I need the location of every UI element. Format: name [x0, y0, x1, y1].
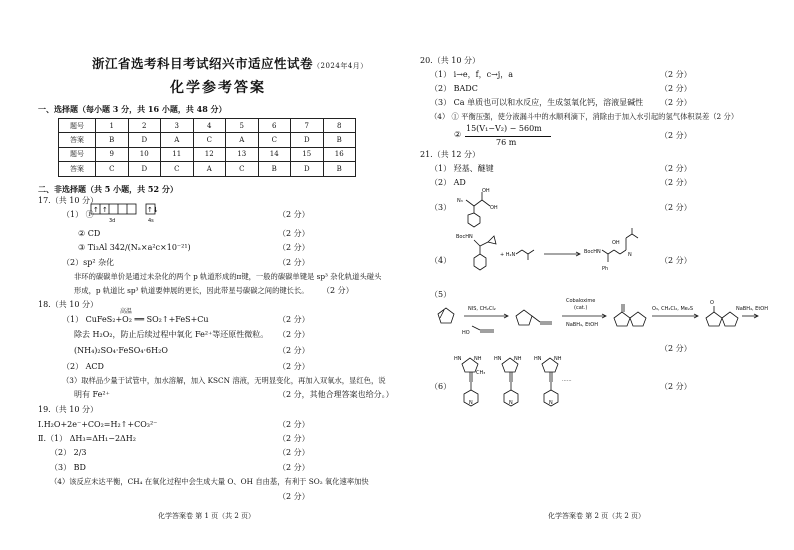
answer-table-row	[59, 119, 356, 133]
svg-text:······: ······	[562, 378, 572, 384]
p5-reagent-3: O₃, CH₂Cl₂, Me₂S	[652, 306, 694, 312]
svg-text:N: N	[469, 400, 473, 406]
q18-p3-score: （2 分，其他合理答案也给分。）	[278, 390, 394, 399]
answer-table-cell: 15	[291, 147, 324, 161]
answer-table-cell: 4	[193, 119, 226, 133]
paper-date: （2024年4月）	[313, 62, 368, 70]
svg-text:↑: ↑	[93, 206, 99, 214]
answer-table-cell: 6	[258, 119, 291, 133]
answer-table-cell: C	[258, 133, 291, 147]
q20-p3: （3） Ca 单质也可以和水反应，生成氢氧化钙，溶液显碱性	[430, 98, 644, 107]
answer-table-row-header: 答案	[59, 133, 96, 147]
answer-table-row-header: 题号	[59, 147, 96, 161]
answer-table-cell: 8	[323, 119, 356, 133]
p5-reagent-2: Cobaloxime	[566, 298, 596, 304]
answer-table-cell: A	[226, 133, 259, 147]
answer-table-cell: D	[291, 133, 324, 147]
answer-table-cell: D	[128, 162, 161, 176]
answer-table-cell: 9	[96, 147, 129, 161]
fraction-bar	[465, 136, 551, 137]
q17-p1b-score: （2 分）	[278, 229, 310, 238]
answer-table-cell: C	[193, 133, 226, 147]
q19-p3-score: （2 分）	[278, 463, 310, 472]
answer-key-title: 化学参考答案	[170, 80, 266, 96]
orbital-4s-label: 4s	[148, 218, 154, 224]
answer-table-cell: A	[161, 133, 194, 147]
q20-p4b-denominator: 76 m	[496, 138, 517, 147]
q18-p1-text-score: （2 分）	[278, 330, 310, 339]
q20-p2: （2） BADC	[430, 84, 478, 93]
q19-p1-score: （2 分）	[278, 434, 310, 443]
q21-p6-score: （2 分）	[660, 382, 692, 391]
svg-text:BocHN: BocHN	[456, 234, 473, 240]
svg-text:NH: NH	[554, 356, 562, 362]
q18-p1-formula: (NH₄)₂SO₄·FeSO₄·6H₂O	[74, 346, 168, 355]
svg-text:NH: NH	[514, 356, 522, 362]
q21-p3-label: （3）	[430, 203, 452, 212]
paper-title-text: 浙江省选考科目考试绍兴市适应性试卷	[92, 56, 314, 71]
svg-text:↑↓: ↑↓	[147, 206, 159, 214]
q21-p3-structure	[452, 186, 512, 230]
q21-p4-reaction	[452, 226, 652, 282]
q21-p3-score: （2 分）	[660, 203, 692, 212]
q18-p3-text2: 明有 Fe²⁺	[74, 390, 110, 399]
q21-heading: 21.（共 12 分）	[420, 150, 480, 159]
answer-table	[58, 118, 356, 177]
answer-table-cell: 14	[258, 147, 291, 161]
q20-p4b-label: ②	[454, 130, 462, 139]
answer-table-cell: B	[323, 133, 356, 147]
q21-p4-score: （2 分）	[660, 256, 692, 265]
section1-heading: 一、选择题（每小题 3 分，共 16 小题，共 48 分）	[38, 104, 227, 114]
q17-p2-score: （2 分）	[278, 258, 310, 267]
q17-p1-score: （2 分）	[278, 210, 310, 219]
answer-table-cell: 16	[323, 147, 356, 161]
q18-p1-formula-score: （2 分）	[278, 346, 310, 355]
svg-text:OH: OH	[482, 188, 490, 194]
footer-right: 化学答案卷 第 2 页（共 2 页）	[548, 512, 646, 520]
svg-text:HO: HO	[462, 330, 470, 336]
answer-table-cell: 3	[161, 119, 194, 133]
q19-p0-score: （2 分）	[278, 420, 310, 429]
q20-p1-score: （2 分）	[660, 70, 692, 79]
answer-table-cell: 2	[128, 119, 161, 133]
answer-table-cell: B	[323, 162, 356, 176]
answer-table-cell: C	[96, 162, 129, 176]
svg-text:HN: HN	[494, 356, 502, 362]
answer-table-cell: 11	[161, 147, 194, 161]
answer-table-row	[59, 147, 356, 161]
svg-text:↑: ↑	[102, 206, 108, 214]
q17-p2: （2）sp² 杂化	[62, 258, 115, 267]
q21-p5-score: （2 分）	[660, 344, 692, 353]
answer-table-row-header: 答案	[59, 162, 96, 176]
svg-text:N: N	[628, 252, 632, 258]
q17-p2-text2: 形成，p 轨道比 sp³ 轨道要伸展的更长，因此带星号碳碳之间的键长长。	[74, 286, 309, 295]
p5-reagent-2-cat: (cat.)	[574, 305, 588, 311]
q17-p1b: ② CD	[78, 229, 101, 238]
q19-heading: 19.（共 10 分）	[38, 405, 98, 414]
q21-p5-label: （5）	[430, 290, 452, 299]
section2-heading: 二、非选择题（共 5 小题，共 52 分）	[38, 184, 178, 194]
answer-table-cell: 7	[291, 119, 324, 133]
q18-p1-text: 除去 H₂O₂，防止后续过程中氧化 Fe²⁺等还原性微粒。	[74, 330, 269, 339]
q20-p1: （1） i→e，f，c→j，a	[430, 70, 514, 79]
q21-p5-route	[430, 296, 770, 342]
svg-text:HN: HN	[534, 356, 542, 362]
svg-text:N: N	[509, 400, 513, 406]
q19-p1: Ⅱ.（1） ΔH₃=ΔH₁−2ΔH₂	[38, 434, 136, 443]
q21-p2-score: （2 分）	[660, 178, 692, 187]
svg-text:HN: HN	[454, 356, 462, 362]
q17-p1c: ③ Ti₃Al 342/(Nₐ×a²c×10⁻²¹)	[78, 243, 191, 252]
svg-text:+ H₂N: + H₂N	[500, 252, 516, 258]
q18-p2-score: （2 分）	[278, 362, 310, 371]
svg-text:OH: OH	[490, 205, 498, 211]
q19-p0: Ⅰ.H₂O+2e⁻+CO₂=H₂↑+CO₃²⁻	[38, 420, 158, 429]
answer-table-cell: A	[193, 162, 226, 176]
q20-p2-score: （2 分）	[660, 84, 692, 93]
q18-p3-text1: （3）取样品少量于试管中，加水溶解，加入 KSCN 溶液，无明显变化，再加入双氧水，显红色，说	[62, 376, 386, 385]
q18-p1-score: （2 分）	[278, 315, 310, 324]
q20-p4b-numerator: 15(V₁−V₂) − 560m	[466, 124, 542, 133]
orbital-3d-label: 3d	[109, 218, 116, 224]
q20-heading: 20.（共 10 分）	[420, 56, 480, 65]
q17-p2-text2-score: （2 分）	[322, 286, 354, 295]
answer-table-row	[59, 133, 356, 147]
q20-p4a: （4） ① 平衡压强，使分液漏斗中的水顺利滴下，消除由于加入水引起的氢气体积误差（2 分）	[430, 112, 739, 121]
svg-text:NH: NH	[474, 356, 482, 362]
answer-table-cell: 13	[226, 147, 259, 161]
svg-text:Ph: Ph	[602, 266, 609, 272]
q19-p3: （3） BD	[50, 463, 86, 472]
svg-text:O: O	[710, 300, 714, 306]
q19-p4: （4）该反应未达平衡，CH₄ 在氧化过程中会生成大量 O、OH 自由基，有利于 SO₂ 氧化速率加快	[50, 477, 369, 486]
svg-text:N₃: N₃	[457, 198, 463, 204]
answer-table-cell: 5	[226, 119, 259, 133]
answer-table-cell: C	[226, 162, 259, 176]
q21-p1-score: （2 分）	[660, 164, 692, 173]
q21-p4-label: （4）	[430, 256, 452, 265]
q21-p1: （1） 羟基、醚键	[430, 164, 494, 173]
q21-p2: （2） AD	[430, 178, 466, 187]
q18-heading: 18.（共 10 分）	[38, 300, 98, 309]
svg-text:N: N	[549, 400, 553, 406]
answer-table-cell: 10	[128, 147, 161, 161]
q17-p2-text1: 非环的碳碳单价是通过未杂化的两个 p 轨道形成的π键，一般的碳碳单键是 sp³ 杂化轨道头碰头	[74, 272, 382, 281]
q19-p2-score: （2 分）	[278, 448, 310, 457]
footer-left: 化学答案卷 第 1 页（共 2 页）	[158, 512, 256, 520]
p5-reagent-1: NIS, CH₂Cl₂	[468, 306, 496, 312]
answer-table-cell: D	[128, 133, 161, 147]
q18-p1: （1） CuFeS₂+O₂ ══ SO₂↑+FeS+Cu	[62, 315, 209, 324]
svg-text:OH: OH	[612, 240, 620, 246]
q19-p2: （2） 2/3	[50, 448, 87, 457]
answer-table-cell: C	[161, 162, 194, 176]
answer-table-cell: D	[291, 162, 324, 176]
answer-table-cell: B	[258, 162, 291, 176]
answer-table-row	[59, 162, 356, 176]
answer-table-cell: 12	[193, 147, 226, 161]
orbital-diagram	[90, 202, 160, 224]
q20-p3-score: （2 分）	[660, 98, 692, 107]
q17-p1-label: （1） ①	[62, 210, 94, 219]
paper-title	[92, 54, 368, 72]
p5-reagent-4: NaBH₄, EtOH	[736, 306, 768, 312]
q18-p1-condition: 高温	[120, 308, 133, 315]
p5-reagent-2b: NaBH₄, EtOH	[566, 322, 598, 328]
svg-text:BocHN: BocHN	[584, 249, 601, 255]
q17-heading: 17.（共 10 分）	[38, 196, 98, 205]
q21-p6-structures	[452, 352, 622, 416]
answer-table-cell: 1	[96, 119, 129, 133]
q20-p4b-score: （2 分）	[660, 131, 692, 140]
answer-table-row-header: 题号	[59, 119, 96, 133]
q18-p2: （2） ACD	[62, 362, 104, 371]
answer-table-cell: B	[96, 133, 129, 147]
q19-p4-score: （2 分）	[278, 492, 310, 501]
q21-p6-label: （6）	[430, 382, 452, 391]
q17-p1c-score: （2 分）	[278, 243, 310, 252]
svg-text:CH₃: CH₃	[476, 370, 486, 376]
